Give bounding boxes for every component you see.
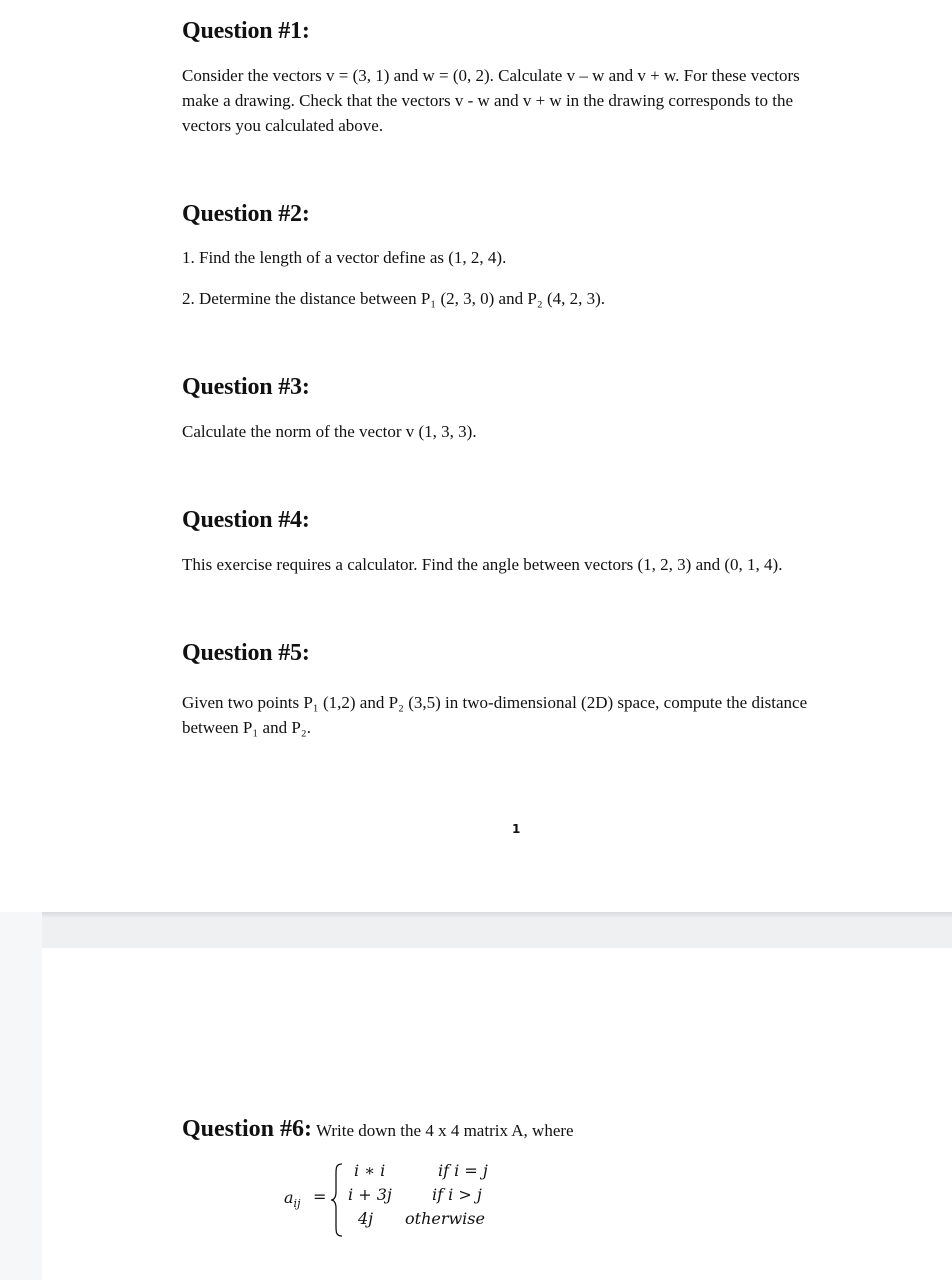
page-separator [42, 912, 952, 918]
left-brace-icon [330, 1162, 344, 1238]
question-6-heading [182, 1116, 574, 1143]
case-2-cond: if i > j [432, 1185, 482, 1204]
question-4-text: This exercise requires a calculator. Find the angle between vectors (1, 2, 3) and (0, 1, 4). [182, 555, 783, 574]
question-2-item-1: 1. Find the length of a vector define as (1, 2, 4). [182, 248, 507, 267]
case-3-expr: 4j [358, 1209, 374, 1228]
question-3-text: Calculate the norm of the vector v (1, 3, 3). [182, 422, 477, 441]
formula-equals: = [313, 1187, 327, 1206]
question-2-title: Question #2: [182, 201, 310, 227]
case-3-cond: otherwise [405, 1209, 485, 1228]
case-1-cond: if i = j [438, 1161, 488, 1180]
question-6-title: Question #6: [182, 1116, 313, 1142]
formula-lhs-symbol: a [284, 1188, 294, 1207]
viewer-margin [0, 912, 42, 1280]
question-5-text: Given two points P₁ (1,2) and P₂ (3,5) in two-dimensional (2D) space, compute the distance between P₁ and P₂. [182, 693, 808, 737]
case-1-expr: i ∗ i [354, 1161, 386, 1180]
question-2-item-2: 2. Determine the distance between P₁ (2, 3, 0) and P₂ (4, 2, 3). [182, 289, 606, 308]
question-1-title: Question #1: [182, 18, 310, 44]
case-2-expr: i + 3j [348, 1185, 392, 1204]
formula-lhs-subscript: ij [293, 1197, 301, 1210]
question-4-title: Question #4: [182, 507, 310, 533]
piecewise-formula [284, 1160, 524, 1240]
formula-lhs [284, 1188, 300, 1210]
page-number: 1 [512, 822, 521, 836]
question-1-text: Consider the vectors v = (3, 1) and w = (0, 2). Calculate v – w and v + w. For these vectors make a drawing. Check that the vectors v - w and v + w in the drawing corresponds to the vectors you calculated above. [182, 66, 800, 135]
question-5-title: Question #5: [182, 640, 310, 666]
question-3-title: Question #3: [182, 374, 310, 400]
question-6-text: Write down the 4 x 4 matrix A, where [316, 1121, 574, 1140]
